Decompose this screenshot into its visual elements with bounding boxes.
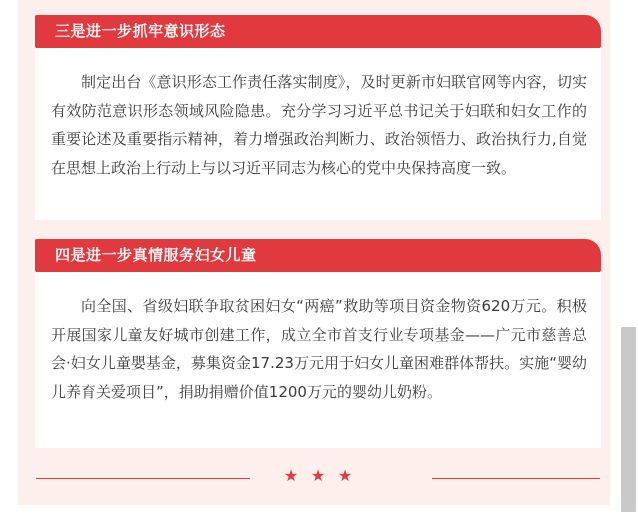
section-header-women-children: [35, 239, 601, 272]
footer-divider-left: [36, 478, 250, 479]
section-panel-women-children: [35, 272, 601, 448]
star-icon: ★: [310, 466, 326, 485]
section-paragraph: 制定出台《意识形态工作责任落实制度》，及时更新市妇联官网等内容，切实有效防范意识形态领域风险隐患。充分学习习近平总书记关于妇联和妇女工作的重要论述及重要指示精神，着力增强政治判断力、政治领悟力、政治执行力,自觉在思想上政治上行动上与以习近平同志为核心的党中央保持高度一致。: [51, 73, 587, 177]
scrollbar-thumb[interactable]: [621, 327, 636, 512]
section-panel-ideology: [35, 48, 601, 220]
section-title: 三是进一步抓牢意识形态: [55, 22, 226, 40]
star-icon: ★: [337, 466, 353, 485]
section-header-ideology: [35, 15, 601, 48]
section-title: 四是进一步真情服务妇女儿童: [55, 246, 257, 264]
star-icon: ★: [283, 466, 299, 485]
section-paragraph: 向全国、省级妇联争取贫困妇女“两癌”救助等项目资金物资620万元。积极开展国家儿童友好城市创建工作，成立全市首支行业专项基金——广元市慈善总会·妇女儿童嬰基金，募集资金17.23万元用于妇女儿童困难群体帮扶。实施“婴幼儿养育关爱项目”，捐助捐赠价值1200万元的婴幼儿奶粉。: [51, 297, 587, 401]
footer-divider-right: [432, 478, 600, 479]
